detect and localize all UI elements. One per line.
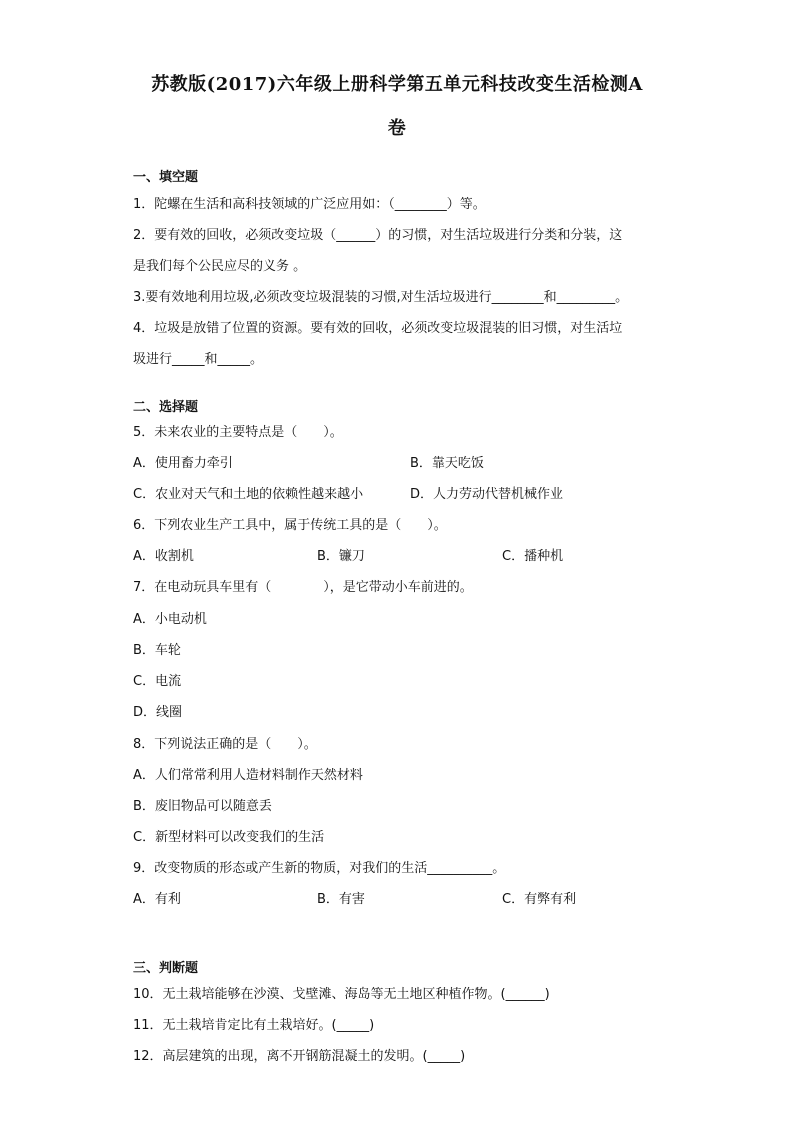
question-7-option-c: C．电流 (133, 674, 182, 689)
question-9-option-a: A．有利 (133, 892, 181, 907)
section-multiple-choice: 二、选择题 (133, 400, 199, 415)
question-8: 8．下列说法正确的是（ ）。 (133, 737, 317, 752)
question-2: 2．要有效的回收，必须改变垃圾（______）的习惯，对生活垃圾进行分类和分装，这 (133, 228, 623, 243)
question-5-option-c: C．农业对天气和土地的依赖性越来越小 (133, 487, 364, 502)
document-title-continued: 卷 (387, 118, 407, 139)
question-9: 9．改变物质的形态或产生新的物质，对我们的生活__________。 (133, 861, 506, 876)
question-4: 4．垃圾是放错了位置的资源。要有效的回收，必须改变垃圾混装的旧习惯，对生活垃 (133, 321, 623, 336)
document-title: 苏教版(2017)六年级上册科学第五单元科技改变生活检测A (151, 74, 643, 95)
question-10: 10．无土栽培能够在沙漠、戈壁滩、海岛等无土地区种植作物。(______) (133, 987, 550, 1002)
question-11: 11．无土栽培肯定比有土栽培好。(_____) (133, 1018, 375, 1033)
section-fill-blank: 一、填空题 (133, 170, 199, 185)
question-7-option-b: B．车轮 (133, 643, 181, 658)
question-5: 5．未来农业的主要特点是（ ）。 (133, 425, 343, 440)
question-6-option-b: B．镰刀 (317, 549, 365, 564)
question-5-option-d: D．人力劳动代替机械作业 (410, 487, 564, 502)
question-8-option-a: A．人们常常利用人造材料制作天然材料 (133, 768, 363, 783)
question-8-option-c: C．新型材料可以改变我们的生活 (133, 830, 325, 845)
section-true-false: 三、判断题 (133, 961, 199, 976)
question-6: 6．下列农业生产工具中，属于传统工具的是（ ）。 (133, 518, 447, 533)
question-8-option-b: B．废旧物品可以随意丢 (133, 799, 272, 814)
question-4-continued: 圾进行_____和_____。 (133, 352, 264, 367)
question-2-continued: 是我们每个公民应尽的义务 。 (133, 259, 307, 274)
question-7-option-a: A．小电动机 (133, 612, 207, 627)
question-3: 3.要有效地利用垃圾,必须改变垃圾混装的习惯,对生活垃圾进行________和_________。 (133, 290, 629, 305)
question-1: 1．陀螺在生活和高科技领域的广泛应用如：（________）等。 (133, 197, 486, 212)
question-12: 12．高层建筑的出现，离不开钢筋混凝土的发明。(_____) (133, 1049, 466, 1064)
question-7: 7．在电动玩具车里有（ ），是它带动小车前进的。 (133, 580, 473, 595)
question-7-option-d: D．线圈 (133, 705, 183, 720)
question-9-option-c: C．有弊有利 (502, 892, 577, 907)
question-5-option-b: B．靠天吃饭 (410, 456, 484, 471)
question-9-option-b: B．有害 (317, 892, 365, 907)
question-6-option-a: A．收割机 (133, 549, 194, 564)
question-5-option-a: A．使用畜力牵引 (133, 456, 233, 471)
question-6-option-c: C．播种机 (502, 549, 564, 564)
